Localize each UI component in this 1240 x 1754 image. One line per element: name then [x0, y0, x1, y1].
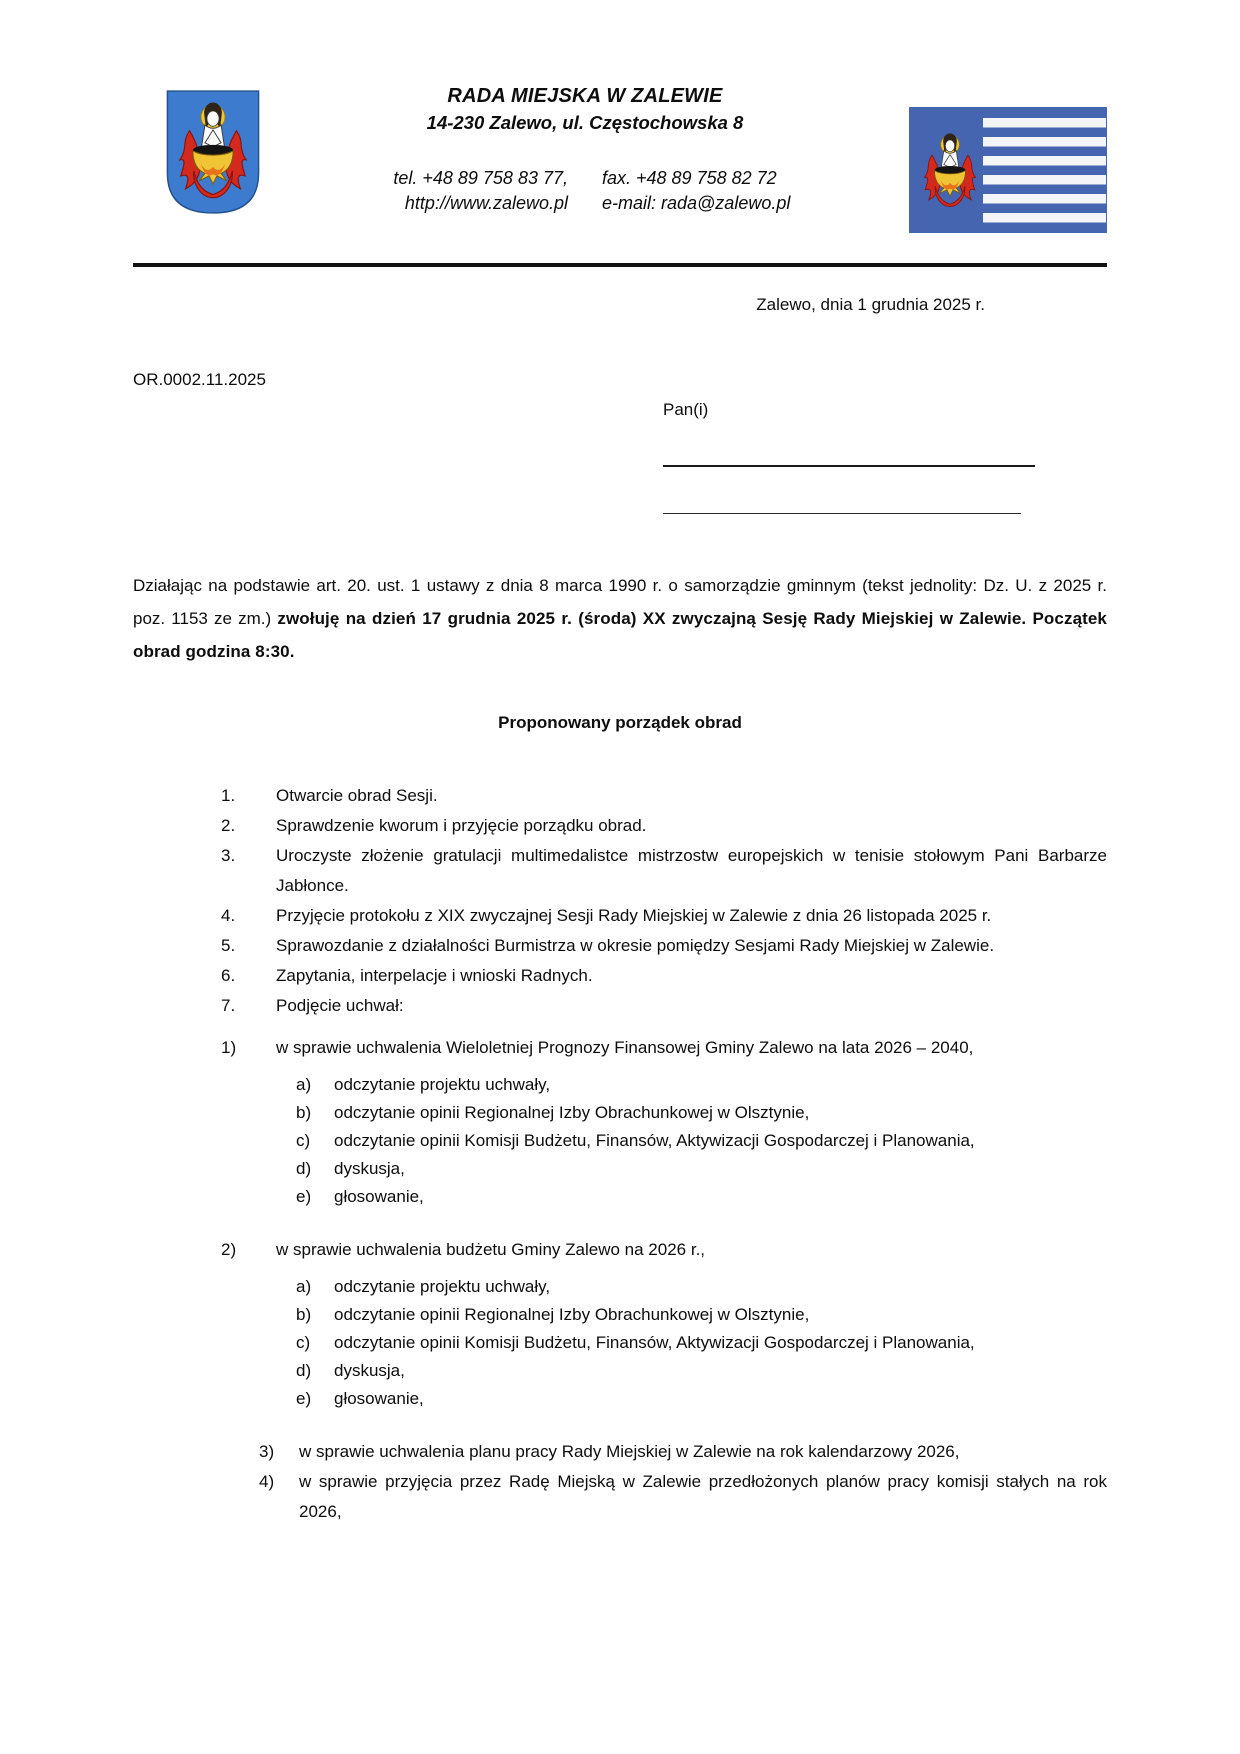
step-letter: e) — [296, 1389, 312, 1408]
letterhead-text — [261, 78, 909, 214]
date-line: Zalewo, dnia 1 grudnia 2025 r. — [756, 295, 985, 314]
agenda-item — [133, 991, 1107, 1021]
org-name: RADA MIEJSKA W ZALEWIE — [447, 85, 723, 107]
step-letter: c) — [296, 1333, 311, 1352]
agenda-item-text: Sprawozdanie z działalności Burmistrza w okresie pomiędzy Sesjami Rady Miejskiej w Zalewie. — [276, 936, 995, 955]
step-text: głosowanie, — [334, 1389, 424, 1408]
org-email: e-mail: rada@zalewo.pl — [602, 193, 791, 213]
recipient-name-blank-2 — [663, 513, 1021, 514]
step-letter: a) — [296, 1277, 312, 1296]
resolution-item-4 — [133, 1467, 1107, 1527]
zalewo-coat-of-arms-icon — [165, 88, 261, 221]
step-item — [133, 1155, 1107, 1183]
resolution-item-1 — [133, 1033, 1107, 1211]
step-item — [133, 1127, 1107, 1155]
agenda-item-number: 6. — [221, 966, 236, 985]
step-item — [133, 1385, 1107, 1413]
step-text: dyskusja, — [334, 1361, 405, 1380]
agenda-item-number: 5. — [221, 936, 236, 955]
step-text: głosowanie, — [334, 1187, 424, 1206]
resolution-text: w sprawie uchwalenia budżetu Gminy Zalewo na 2026 r., — [276, 1240, 706, 1259]
step-item — [133, 1273, 1107, 1301]
step-letter: e) — [296, 1187, 312, 1206]
resolution-number: 3) — [259, 1442, 275, 1461]
agenda-item — [133, 811, 1107, 841]
agenda-item-number: 4. — [221, 906, 236, 925]
org-fax: fax. +48 89 758 82 72 — [602, 168, 777, 188]
zalewo-flag-icon — [909, 107, 1107, 238]
recipient-name-blank-1 — [663, 465, 1035, 467]
resolution-number: 1) — [221, 1038, 237, 1057]
agenda-list — [133, 781, 1107, 1021]
contact-block — [261, 168, 909, 214]
org-website: http://www.zalewo.pl — [404, 193, 568, 213]
agenda-item — [133, 841, 1107, 901]
step-item — [133, 1301, 1107, 1329]
org-address: 14-230 Zalewo, ul. Częstochowska 8 — [426, 112, 744, 133]
intro-normal-text: Działając na podstawie art. 20. ust. 1 ustawy z dnia 8 marca 1990 r. o samorządzie gminnym (tekst jednolity: Dz. U. z 2025 r. poz. 1153 ze zm.) — [133, 576, 1107, 628]
agenda-item-number: 2. — [221, 816, 236, 835]
step-item — [133, 1357, 1107, 1385]
resolution-text: w sprawie przyjęcia przez Radę Miejską w Zalewie przedłożonych planów pracy komisji stałych na rok 2026, — [299, 1472, 1107, 1521]
agenda-item — [133, 961, 1107, 991]
step-text: odczytanie opinii Regionalnej Izby Obrachunkowej w Olsztynie, — [334, 1103, 810, 1122]
agenda-item-text: Otwarcie obrad Sesji. — [276, 786, 438, 805]
step-text: odczytanie opinii Komisji Budżetu, Finansów, Aktywizacji Gospodarczej i Planowania, — [334, 1131, 975, 1150]
agenda-item-text: Zapytania, interpelacje i wnioski Radnych. — [276, 966, 593, 985]
step-letter: b) — [296, 1305, 312, 1324]
step-text: odczytanie projektu uchwały, — [334, 1277, 551, 1296]
resolution-number: 4) — [259, 1472, 275, 1491]
agenda-item-number: 1. — [221, 786, 236, 805]
letterhead — [133, 78, 1107, 238]
step-text: odczytanie projektu uchwały, — [334, 1075, 551, 1094]
step-text: dyskusja, — [334, 1159, 405, 1178]
step-letter: b) — [296, 1103, 312, 1122]
recipient-label: Pan(i) — [663, 400, 709, 419]
step-item — [133, 1099, 1107, 1127]
agenda-item-text: Uroczyste złożenie gratulacji multimedalistce mistrzostw europejskich w tenisie stołowym Pani Barbarze Jabłonce. — [276, 846, 1107, 895]
reference-number: OR.0002.11.2025 — [133, 370, 266, 389]
step-text: odczytanie opinii Regionalnej Izby Obrachunkowej w Olsztynie, — [334, 1305, 810, 1324]
intro-bold-text: zwołuję na dzień 17 grudnia 2025 r. (środa) XX zwyczajną Sesję Rady Miejskiej w Zalewie. Początek obrad godzina 8:30. — [133, 609, 1107, 661]
resolution-steps — [133, 1071, 1107, 1211]
resolution-text: w sprawie uchwalenia planu pracy Rady Miejskiej w Zalewie na rok kalendarzowy 2026, — [299, 1442, 960, 1461]
agenda-item-number: 3. — [221, 846, 236, 865]
step-text: odczytanie opinii Komisji Budżetu, Finansów, Aktywizacji Gospodarczej i Planowania, — [334, 1333, 975, 1352]
agenda-item-text: Podjęcie uchwał: — [276, 996, 404, 1015]
resolution-item-2 — [133, 1235, 1107, 1413]
step-item — [133, 1183, 1107, 1211]
step-item — [133, 1329, 1107, 1357]
agenda-item-text: Przyjęcie protokołu z XIX zwyczajnej Sesji Rady Miejskiej w Zalewie z dnia 26 listopada 2025 r. — [276, 906, 992, 925]
letterhead-divider — [133, 263, 1107, 267]
agenda-item-text: Sprawdzenie kworum i przyjęcie porządku obrad. — [276, 816, 647, 835]
step-letter: d) — [296, 1361, 312, 1380]
resolution-number: 2) — [221, 1240, 237, 1259]
resolution-text: w sprawie uchwalenia Wieloletniej Prognozy Finansowej Gminy Zalewo na lata 2026 – 2040, — [276, 1038, 974, 1057]
step-letter: a) — [296, 1075, 312, 1094]
resolution-item-3 — [133, 1437, 1107, 1467]
agenda-item — [133, 931, 1107, 961]
step-letter: d) — [296, 1159, 312, 1178]
intro-paragraph — [133, 569, 1107, 668]
agenda-item-number: 7. — [221, 996, 236, 1015]
agenda-item — [133, 901, 1107, 931]
org-phone: tel. +48 89 758 83 77, — [393, 168, 568, 188]
agenda-heading: Proponowany porządek obrad — [498, 713, 742, 732]
resolution-steps — [133, 1273, 1107, 1413]
step-item — [133, 1071, 1107, 1099]
step-letter: c) — [296, 1131, 311, 1150]
agenda-item — [133, 781, 1107, 811]
